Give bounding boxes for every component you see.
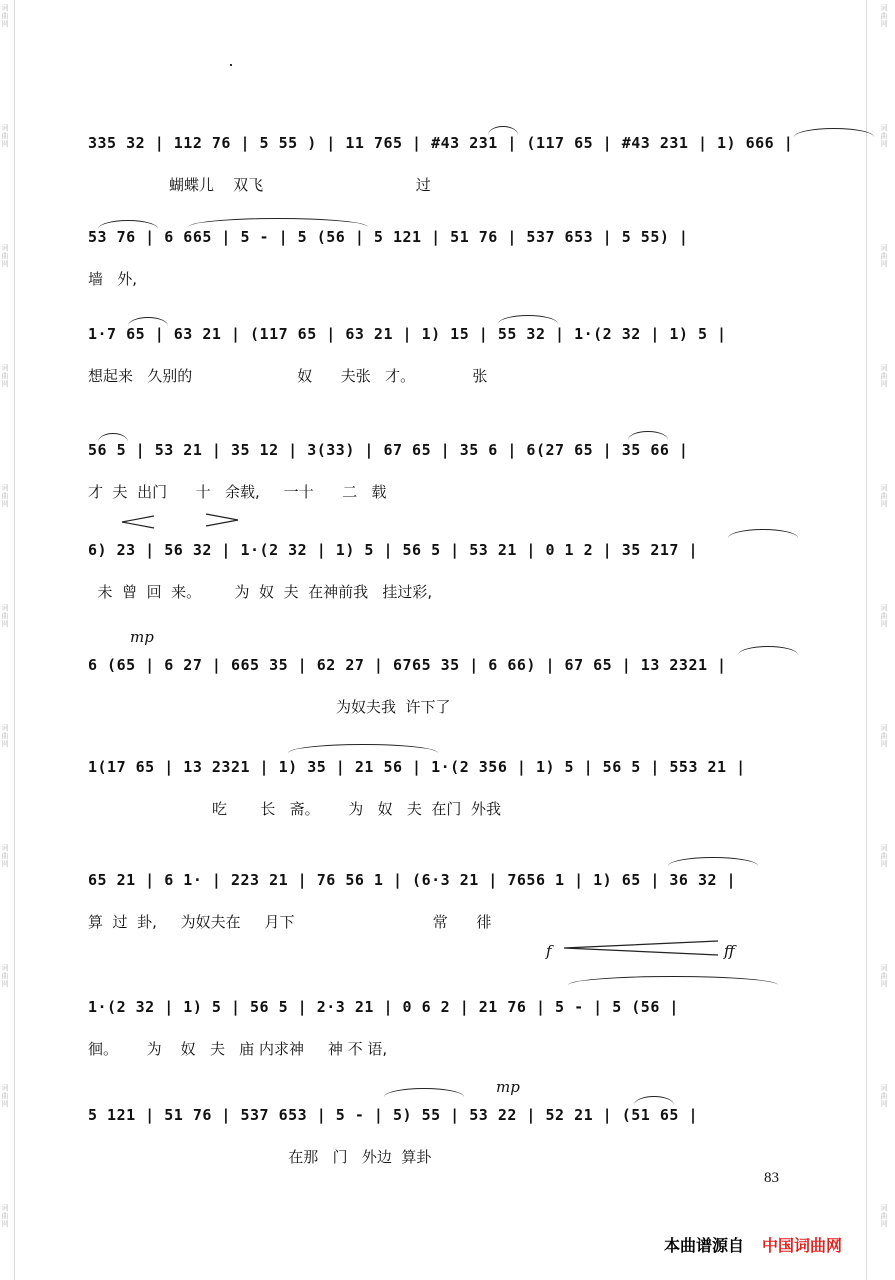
watermark-text: 词 曲 网 (1, 4, 9, 28)
watermark-text: 词 曲 网 (880, 4, 888, 28)
watermark-text: 词 曲 网 (1, 964, 9, 988)
notation-line: 56 5 | 53 21 | 35 12 | 3(33) | 67 65 | 35 6 | 6(27 65 | 35 66 | (88, 441, 689, 459)
site-name-link[interactable]: 中国词曲网 (762, 1236, 843, 1255)
lyrics-line: 为奴夫我 许下了 (88, 698, 451, 716)
slur-mark (498, 315, 558, 324)
watermark-text: 词 曲 网 (880, 1084, 888, 1108)
slur-mark (728, 529, 798, 538)
slur-mark (668, 857, 758, 866)
watermark-text: 词 曲 网 (880, 844, 888, 868)
watermark-text: 词 曲 网 (1, 484, 9, 508)
page-number: 83 (764, 1170, 779, 1186)
notation-line: 5 121 | 51 76 | 537 653 | 5 - | 5) 55 | 53 22 | 52 21 | (51 65 | (88, 1106, 698, 1124)
right-watermark-strip (879, 0, 891, 1280)
lyrics-line: 算 过 卦, 为奴夫在 月下 常 徘 (88, 913, 492, 931)
lyrics-line: 吃 长 斋。 为 奴 夫 在门 外我 (88, 800, 501, 818)
lyrics-line: 在那 门 外边 算卦 (88, 1148, 432, 1166)
watermark-text: 词 曲 网 (880, 244, 888, 268)
watermark-text: 词 曲 网 (880, 1204, 888, 1228)
watermark-text: 词 曲 网 (880, 364, 888, 388)
source-label: 本曲谱源自 (664, 1236, 745, 1255)
notation-line: 1·(2 32 | 1) 5 | 56 5 | 2·3 21 | 0 6 2 | 21 76 | 5 - | 5 (56 | (88, 998, 679, 1016)
watermark-text: 词 曲 网 (1, 124, 9, 148)
lyrics-line: 未 曾 回 来。 为 奴 夫 在神前我 挂过彩, (88, 583, 433, 601)
stray-mark (230, 64, 232, 66)
dynamic-ff: ff (724, 942, 735, 960)
watermark-text: 词 曲 网 (1, 1084, 9, 1108)
crescendo-hairpin (204, 513, 240, 527)
notation-line: 335 32 | 112 76 | 5 55 ) | 11 765 | #43 231 | (117 65 | #43 231 | 1) 666 | (88, 134, 794, 152)
watermark-text: 词 曲 网 (1, 724, 9, 748)
slur-mark (628, 431, 668, 440)
watermark-text: 词 曲 网 (1, 1204, 9, 1228)
notation-line: 1·7 65 | 63 21 | (117 65 | 63 21 | 1) 15 | 55 32 | 1·(2 32 | 1) 5 | (88, 325, 727, 343)
watermark-text: 词 曲 网 (1, 244, 9, 268)
slur-mark (794, 128, 874, 137)
left-watermark-strip (0, 0, 12, 1280)
watermark-text: 词 曲 网 (880, 484, 888, 508)
watermark-text: 词 曲 网 (1, 844, 9, 868)
watermark-text: 词 曲 网 (880, 124, 888, 148)
lyrics-line: 才 夫 出门 十 余载, 一十 二 载 (88, 483, 387, 501)
notation-line: 65 21 | 6 1· | 223 21 | 76 56 1 | (6·3 21 | 7656 1 | 1) 65 | 36 32 | (88, 871, 737, 889)
right-border-line (866, 0, 867, 1280)
lyrics-line: 想起来 久别的 奴 夫张 才。 张 (88, 367, 488, 385)
slur-mark (738, 646, 798, 655)
crescendo-hairpin (562, 940, 720, 956)
slur-mark (568, 976, 778, 985)
watermark-text: 词 曲 网 (1, 604, 9, 628)
watermark-text: 词 曲 网 (880, 604, 888, 628)
lyrics-line: 蝴蝶儿 双飞 过 (88, 176, 431, 194)
watermark-text: 词 曲 网 (880, 724, 888, 748)
dynamic-f: f (546, 942, 552, 960)
watermark-text: 词 曲 网 (1, 364, 9, 388)
watermark-text: 词 曲 网 (880, 964, 888, 988)
crescendo-hairpin (120, 515, 156, 529)
notation-line: 53 76 | 6 665 | 5 - | 5 (56 | 5 121 | 51 76 | 537 653 | 5 55) | (88, 228, 689, 246)
lyrics-line: 墙 外, (88, 270, 138, 288)
notation-line: 1(17 65 | 13 2321 | 1) 35 | 21 56 | 1·(2 356 | 1) 5 | 56 5 | 553 21 | (88, 758, 746, 776)
source-footer (664, 1233, 842, 1256)
notation-line: 6) 23 | 56 32 | 1·(2 32 | 1) 5 | 56 5 | 53 21 | 0 1 2 | 35 217 | (88, 541, 698, 559)
dynamic-mp: mp (496, 1078, 520, 1096)
dynamic-mp: mp (130, 628, 154, 646)
slur-mark (288, 744, 438, 753)
left-border-line (14, 0, 15, 1280)
notation-line: 6 (65 | 6 27 | 665 35 | 62 27 | 6765 35 | 6 66) | 67 65 | 13 2321 | (88, 656, 727, 674)
slur-mark (188, 218, 368, 227)
slur-mark (634, 1096, 674, 1105)
lyrics-line: 徊。 为 奴 夫 庙 内求神 神 不 语, (88, 1040, 388, 1058)
slur-mark (384, 1088, 464, 1097)
